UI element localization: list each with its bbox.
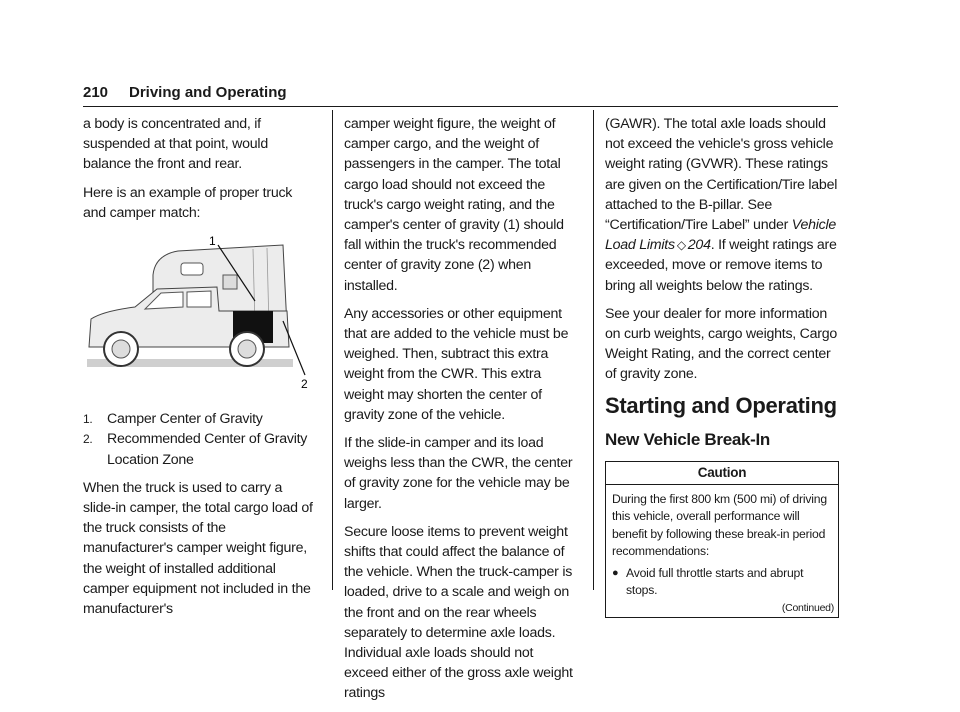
caution-box — [605, 461, 839, 618]
list-item: ● Avoid full throttle starts and abrupt stops. — [612, 565, 832, 600]
callout-label-1: 1 — [209, 235, 216, 249]
caution-body — [606, 485, 838, 602]
column-divider — [332, 110, 333, 590]
column-3 — [605, 114, 841, 618]
section-heading: Starting and Operating — [605, 392, 837, 418]
page-header — [83, 84, 838, 107]
continued-note: (Continued) — [781, 601, 834, 614]
paragraph: Any accessories or other equipment that are added to the vehicle must be weighed. Then, subtract this extra weight from the CWR. This extra weight may shorten the center of gravity zone of the vehicle. — [344, 305, 569, 423]
paragraph: camper weight figure, the weight of camper cargo, and the weight of passengers in the camper. The total cargo load should not exceed the truck's cargo weight rating, and the camper's center of gravity (1) should fall within the truck's recommended center of gravity zone (2) when installed. — [344, 116, 564, 294]
column-1 — [83, 114, 315, 627]
page-reference-icon: ◇ — [676, 238, 686, 253]
page-number: 210 — [83, 84, 109, 101]
caution-text: During the first 800 km (500 mi) of driving this vehicle, overall performance will benefit by following these break-in period recommendations: — [612, 491, 827, 559]
column-divider — [593, 110, 594, 590]
paragraph: See your dealer for more information on curb weights, cargo weights, Cargo Weight Rating, and the correct center of gravity zone. — [605, 305, 838, 383]
caution-title: Caution — [606, 462, 838, 485]
callout-list — [83, 409, 315, 470]
subsection-heading: New Vehicle Break-In — [605, 429, 771, 449]
paragraph: If the slide-in camper and its load weighs less than the CWR, the center of gravity zone for the vehicle may be larger. — [344, 435, 573, 512]
bullet-icon: ● — [612, 566, 619, 579]
section-title: Driving and Operating — [129, 84, 287, 101]
callout-label-2: 2 — [301, 377, 308, 392]
page-reference-number[interactable]: 204 — [687, 237, 711, 254]
paragraph: Secure loose items to prevent weight shifts that could affect the balance of the vehicle. When the truck-camper is loaded, drive to a scale and weigh on the front and on the rear wheels separately to determine axle loads. Individual axle loads should not exceed either of the gross axle weight ratings — [344, 523, 573, 702]
column-2 — [344, 114, 576, 712]
paragraph: a body is concentrated and, if suspended at that point, would balance the front and rear. — [83, 116, 268, 173]
list-item: 1. Camper Center of Gravity — [83, 411, 263, 428]
paragraph: (GAWR). The total axle loads should not exceed the vehicle's gross vehicle weight rating (GVWR). These ratings are given on the Certification/Tire label attached to the B-pillar. See “Certification/Tire Label” under Vehicle Load Limits ◇ 204. If weight ratings are exceeded, move or remove items to bring all weights below the ratings. — [605, 116, 838, 294]
cross-reference-link[interactable]: Vehicle Load Limits — [605, 217, 837, 254]
paragraph: When the truck is used to carry a slide-in camper, the total cargo load of the truck consists of the manufacturer's camper weight figure, the weight of installed additional camper equipment not included in the manufacturer's — [83, 479, 313, 618]
truck-camper-illustration — [83, 235, 315, 393]
list-item: 2. Recommended Center of Gravity Location Zone — [83, 431, 308, 468]
paragraph: Here is an example of proper truck and camper match: — [83, 184, 293, 221]
